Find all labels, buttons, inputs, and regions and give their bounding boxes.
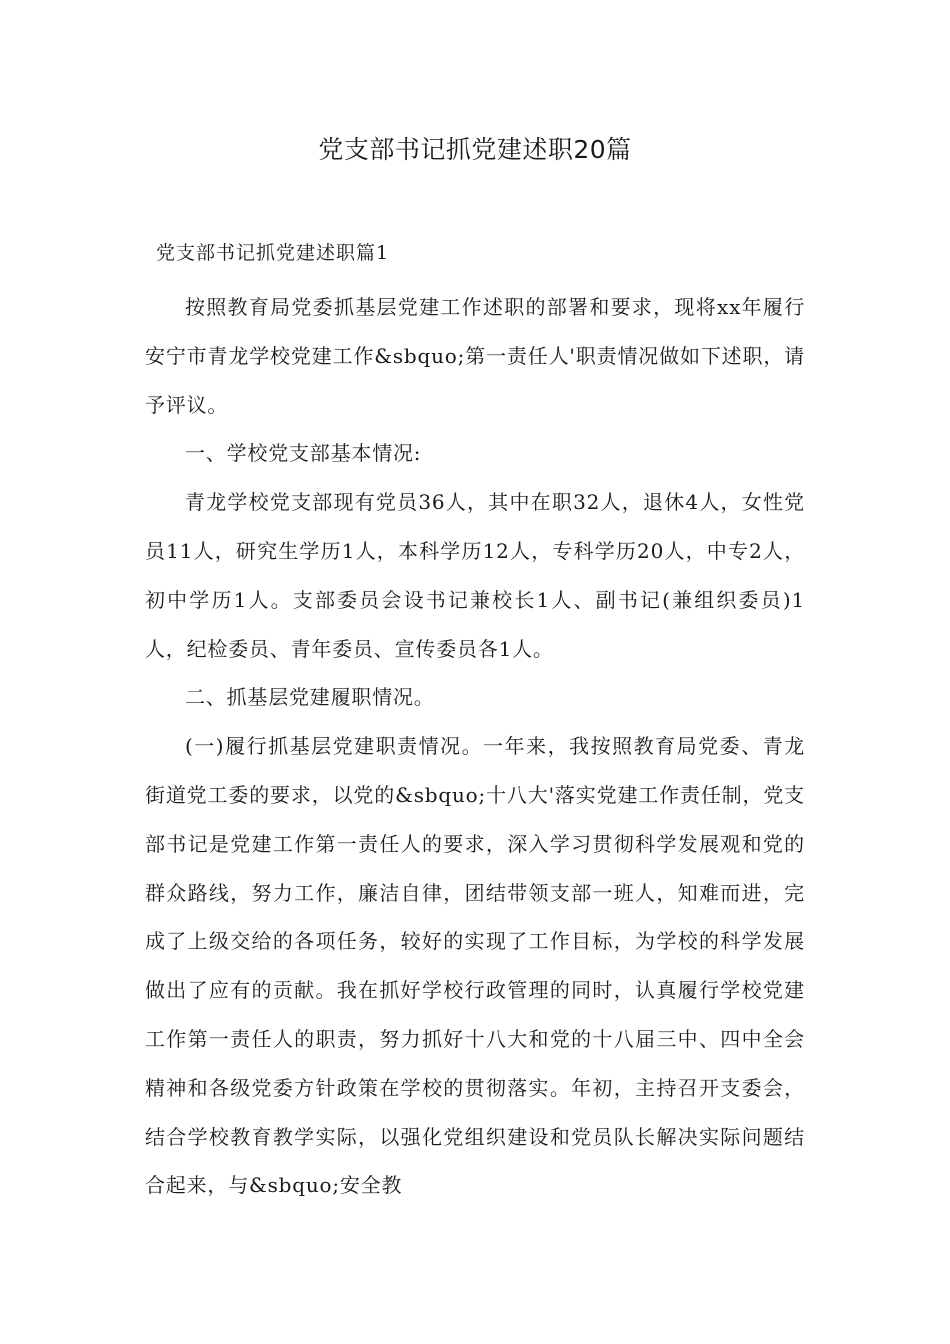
- section-heading: 党支部书记抓党建述职篇1: [156, 242, 390, 264]
- paragraph-heading-duties: 二、抓基层党建履职情况。: [185, 685, 435, 710]
- document-body: [145, 283, 805, 1210]
- paragraph-heading-basic-info: 一、学校党支部基本情况:: [185, 441, 422, 466]
- paragraph-intro: 按照教育局党委抓基层党建工作述职的部署和要求，现将xx年履行安宁市青龙学校党建工作&sbquo;第一责任人'职责情况做如下述职，请予评议。: [145, 295, 805, 417]
- paragraph-duties-detail: (一)履行抓基层党建职责情况。一年来，我按照教育局党委、青龙街道党工委的要求，以党的&sbquo;十八大'落实党建工作责任制，党支部书记是党建工作第一责任人的要求，深入学习贯彻科学发展观和党的群众路线，努力工作，廉洁自律，团结带领支部一班人，知难而进，完成了上级交给的各项任务，较好的实现了工作目标，为学校的科学发展做出了应有的贡献。我在抓好学校行政管理的同时，认真履行学校党建工作第一责任人的职责，努力抓好十八大和党的十八届三中、四中全会精神和各级党委方针政策在学校的贯彻落实。年初，主持召开支委会，结合学校教育教学实际，以强化党组织建设和党员队长解决实际问题结合起来，与&sbquo;安全教: [145, 734, 805, 1198]
- document-title: 党支部书记抓党建述职20篇: [318, 135, 632, 164]
- paragraph-member-stats: 青龙学校党支部现有党员36人，其中在职32人，退休4人，女性党员11人，研究生学历1人，本科学历12人，专科学历20人，中专2人，初中学历1人。支部委员会设书记兼校长1人、副书记(兼组织委员)1人，纪检委员、青年委员、宣传委员各1人。: [145, 490, 805, 661]
